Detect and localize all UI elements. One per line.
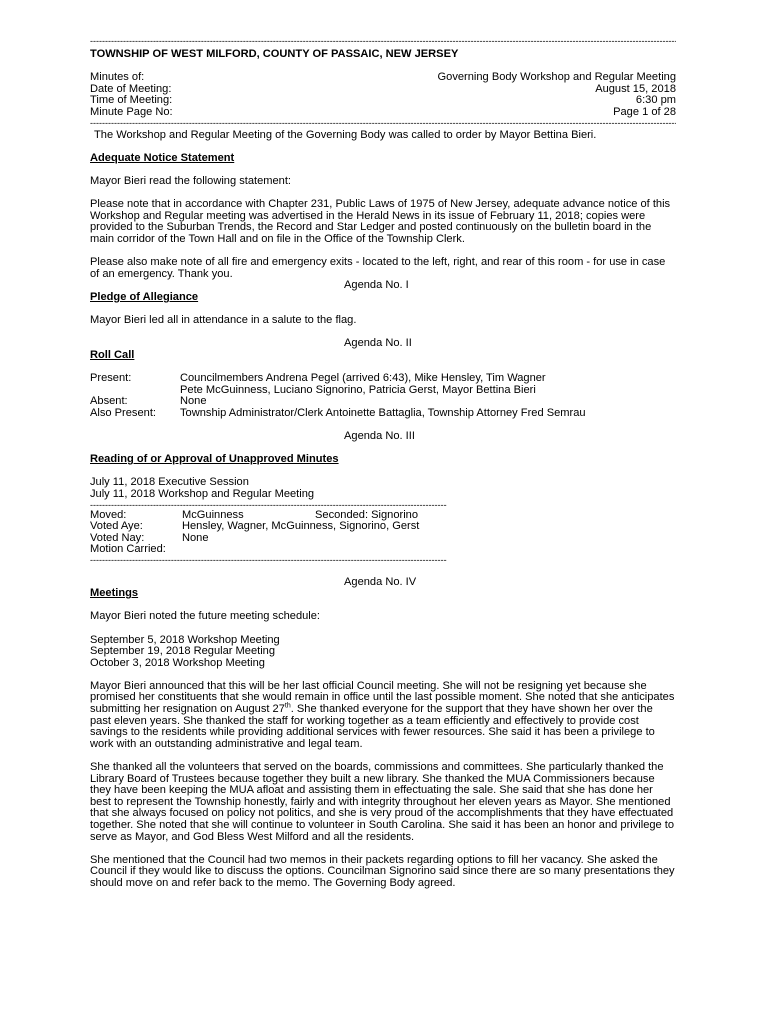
agenda-number: Agenda No. I <box>344 279 409 292</box>
header-row-page <box>90 107 676 119</box>
motion-label: Voted Aye: <box>90 520 143 533</box>
motion-label: Voted Nay: <box>90 531 145 544</box>
roll-present-cont <box>90 385 676 397</box>
section-heading-pledge: Pledge of Allegiance <box>90 290 199 303</box>
header-value: August 15, 2018 <box>595 82 676 95</box>
paragraph: Mayor Bieri led all in attendance in a salute to the flag. <box>90 314 357 327</box>
header-row-minutes <box>90 72 676 84</box>
motion-nay <box>90 533 676 545</box>
schedule-item: September 19, 2018 Regular Meeting <box>90 645 276 658</box>
motion-value: Hensley, Wagner, McGuinness, Signorino, Gerst <box>182 520 420 533</box>
motion-seconded: Seconded: Signorino <box>315 508 419 521</box>
paragraph: Mayor Bieri read the following statement: <box>90 174 292 187</box>
roll-also-present <box>90 408 676 420</box>
list-item: July 11, 2018 Executive Session <box>90 476 249 489</box>
header-value: Governing Body Workshop and Regular Meeting <box>437 71 676 84</box>
paragraph: Mayor Bieri announced that this will be her last official Council meeting. She will not be resigning yet because she promised her constituents that she would remain in office until the last possible moment. She noted that she anticipates submitting her resignation on August 27th. She thanked everyone for the support that they have shown her over the past eleven years. She thanked the staff for working together as a team efficiently and effectively to provide cost savings to the residents while providing additional services with fewer resources. She said it has been a privilege to work with an outstanding administrative and legal team. <box>90 679 675 750</box>
divider <box>90 119 676 128</box>
roll-value: Township Administrator/Clerk Antoinette Battaglia, Township Attorney Fred Semrau <box>180 406 586 419</box>
roll-value: Pete McGuinness, Luciano Signorino, Patricia Gerst, Mayor Bettina Bieri <box>180 383 536 396</box>
minutes-page <box>90 37 676 890</box>
paragraph: Please also make note of all fire and emergency exits - located to the left, right, and rear of this room - for use in case of an emergency. Thank you. <box>90 256 666 280</box>
paragraph: Please note that in accordance with Chapter 231, Public Laws of 1975 of New Jersey, adequate advance notice of this Workshop and Regular meeting was advertised in the Herald News in its issue of February 11, 2018; copies were provided to the Suburban Trends, the Record and Star Ledger and posted continuously on the bulletin board in the main corridor of the Town Hall and on file in the Office of the Township Clerk. <box>90 198 671 245</box>
motion-value: McGuinness <box>182 508 244 521</box>
paragraph: She mentioned that the Council had two memos in their packets regarding options to fill her vacancy. She asked the Council if they would like to discuss the options. Councilman Signorino said since there are so many presentations they should move on and refer back to the memo. The Governing Body agreed. <box>90 853 675 889</box>
header-label: Minute Page No: <box>90 105 173 118</box>
header-label: Date of Meeting: <box>90 82 172 95</box>
list-item: July 11, 2018 Workshop and Regular Meeting <box>90 487 315 500</box>
section-heading-minutes: Reading of or Approval of Unapproved Minutes <box>90 453 339 466</box>
agenda-number: Agenda No. III <box>344 430 415 442</box>
divider <box>90 556 447 565</box>
roll-present <box>90 373 676 385</box>
divider <box>90 37 676 46</box>
motion-value: None <box>182 531 209 544</box>
document-title: TOWNSHIP OF WEST MILFORD, COUNTY OF PASSAIC, NEW JERSEY <box>90 48 459 60</box>
roll-value: None <box>180 395 207 408</box>
motion-aye <box>90 521 676 533</box>
agenda-number: Agenda No. IV <box>344 575 417 588</box>
roll-label: Absent: <box>90 395 128 408</box>
section-heading-meetings: Meetings <box>90 587 139 600</box>
header-label: Time of Meeting: <box>90 94 173 107</box>
header-row-date <box>90 84 676 96</box>
schedule-item: September 5, 2018 Workshop Meeting <box>90 633 280 646</box>
roll-label: Present: <box>90 372 132 385</box>
roll-label: Also Present: <box>90 406 156 419</box>
intro-text: The Workshop and Regular Meeting of the Governing Body was called to order by Mayor Bettina Bieri. <box>94 128 597 141</box>
paragraph: Mayor Bieri noted the future meeting schedule: <box>90 610 321 623</box>
header-label: Minutes of: <box>90 71 145 84</box>
section-heading-roll-call: Roll Call <box>90 348 135 361</box>
motion-carried: Motion Carried: <box>90 543 166 556</box>
paragraph: She thanked all the volunteers that served on the boards, commissions and committees. She particularly thanked the Library Board of Trustees because together they built a new library. She thanked the MUA Commissioners because they have been keeping the MUA afloat and assisting them in effectuating the sale. She said that she has done her best to represent the Township honestly, fairly and with integrity throughout her eleven years as Mayor. She mentioned that she always focused on policy not politics, and she is very proud of the accomplishments that they have effectuated together. She noted that she will continue to volunteer in South Carolina. She said it has been an honor and privilege to serve as Mayor, and God Bless West Milford and all the residents. <box>90 761 675 843</box>
motion-label: Moved: <box>90 508 127 521</box>
roll-value: Councilmembers Andrena Pegel (arrived 6:43), Mike Hensley, Tim Wagner <box>180 372 546 385</box>
header-value: 6:30 pm <box>635 94 676 107</box>
header-row-time <box>90 95 676 107</box>
schedule-item: October 3, 2018 Workshop Meeting <box>90 656 265 669</box>
header-value: Page 1 of 28 <box>613 105 676 118</box>
agenda-number: Agenda No. II <box>344 337 412 350</box>
section-heading-notice: Adequate Notice Statement <box>90 151 235 164</box>
